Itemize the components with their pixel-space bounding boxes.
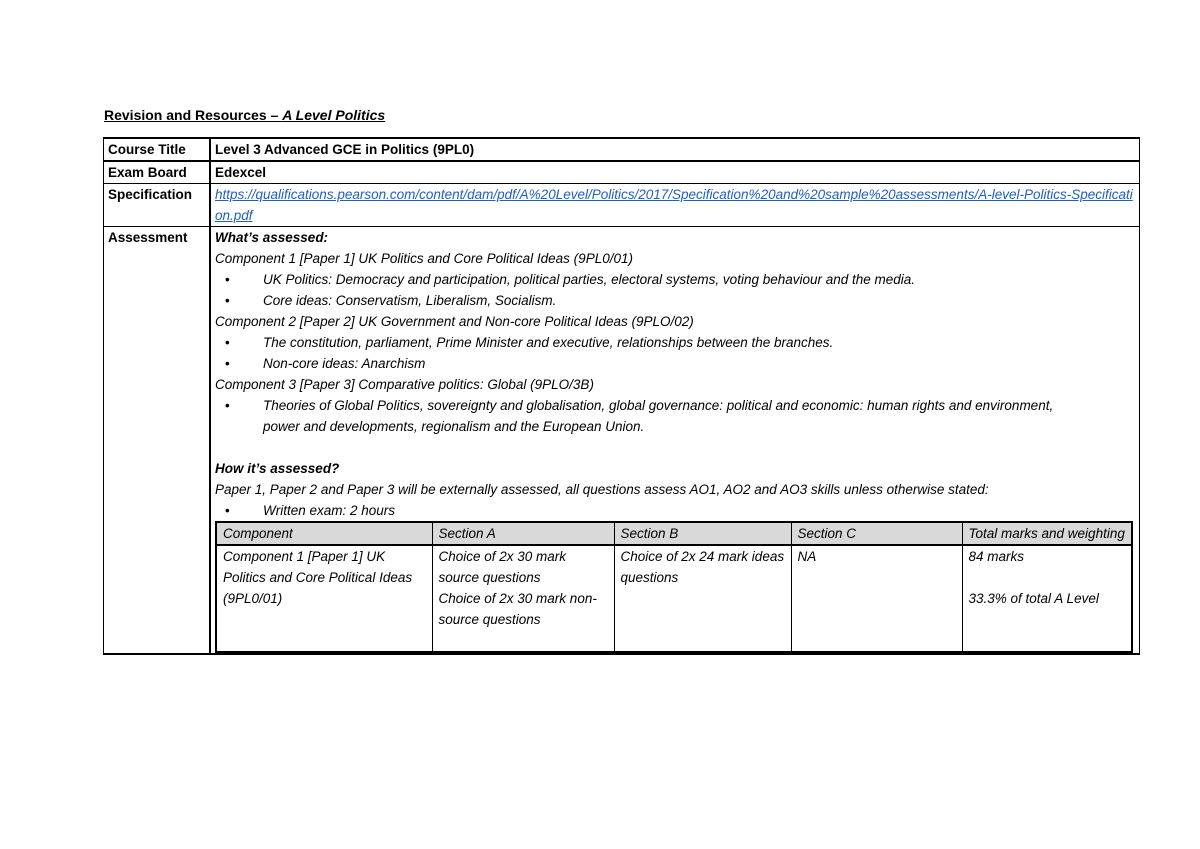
how-assessed-list [215,500,1133,521]
list-item: • UK Politics: Democracy and participation, political parties, electoral systems, voting behaviour and the media. [263,269,1133,290]
course-title-row [104,138,1140,161]
cell-component: Component 1 [Paper 1] UK Politics and Core Political Ideas (9PL0/01) [216,545,432,652]
components-table [215,521,1133,653]
bullet-icon: • [225,398,230,413]
bullet-icon: • [225,335,230,350]
section-a-line-2: Choice of 2x 30 mark non-source questions [438,591,597,627]
bullet-icon: • [225,356,230,371]
section-a-line-1: Choice of 2x 30 mark source questions [438,549,567,585]
how-assessed-heading: How it’s assessed? [215,461,340,476]
how-assessed-text: Paper 1, Paper 2 and Paper 3 will be externally assessed, all questions assess AO1, AO2 and AO3 skills unless otherwise stated: [215,482,989,497]
exam-board-value: Edexcel [210,161,1140,184]
header-section-c: Section C [791,522,962,545]
list-item: • Core ideas: Conservatism, Liberalism, Socialism. [263,290,1133,311]
course-title-label: Course Title [104,138,211,161]
component-2-list [215,332,1133,374]
course-title-value: Level 3 Advanced GCE in Politics (9PL0) [210,138,1140,161]
header-section-b: Section B [614,522,791,545]
exam-board-label: Exam Board [104,161,211,184]
specification-row [104,184,1140,227]
specification-value [210,184,1140,227]
exam-board-row [104,161,1140,184]
bullet-icon: • [225,272,230,287]
header-total-marks: Total marks and weighting [962,522,1132,545]
document-title-main: Revision and Resources – [104,107,283,123]
component-1-heading: Component 1 [Paper 1] UK Politics and Core Political Ideas (9PL0/01) [215,251,633,266]
component-2-heading: Component 2 [Paper 2] UK Government and Non-core Political Ideas (9PLO/02) [215,314,694,329]
cell-section-c: NA [791,545,962,652]
list-item: • Theories of Global Politics, sovereignty and globalisation, global governance: political and economic: human rights and environment, power and developments, regionalism and the European Union. [263,395,1133,437]
document-title [104,105,385,126]
component-3-list [215,395,1133,437]
cell-section-a [432,545,614,652]
total-marks: 84 marks [968,549,1025,564]
assessment-row [104,227,1140,655]
whats-assessed-heading: What’s assessed: [215,230,329,245]
document-title-italic: A Level Politics [282,107,386,123]
header-section-a: Section A [432,522,614,545]
list-item: • The constitution, parliament, Prime Minister and executive, relationships between the branches. [263,332,1133,353]
specification-label: Specification [104,184,211,227]
assessment-details [210,227,1140,655]
course-info-table [103,137,1140,655]
weighting: 33.3% of total A Level [968,591,1099,606]
component-1-list [215,269,1133,311]
cell-section-b: Choice of 2x 24 mark ideas questions [614,545,791,652]
bullet-icon: • [225,503,230,518]
cell-total-marks [962,545,1132,652]
table-row [216,545,1132,652]
specification-link[interactable]: https://qualifications.pearson.com/content/dam/pdf/A%20Level/Politics/2017/Specification%20and%20sample%20assessments/A-level-Politics-Specification.pdf [215,187,1133,223]
component-3-heading: Component 3 [Paper 3] Comparative politics: Global (9PLO/3B) [215,377,594,392]
components-table-header [216,522,1132,545]
bullet-icon: • [225,293,230,308]
list-item: • Written exam: 2 hours [263,500,1133,521]
list-item: • Non-core ideas: Anarchism [263,353,1133,374]
header-component: Component [216,522,432,545]
assessment-label: Assessment [104,227,211,655]
